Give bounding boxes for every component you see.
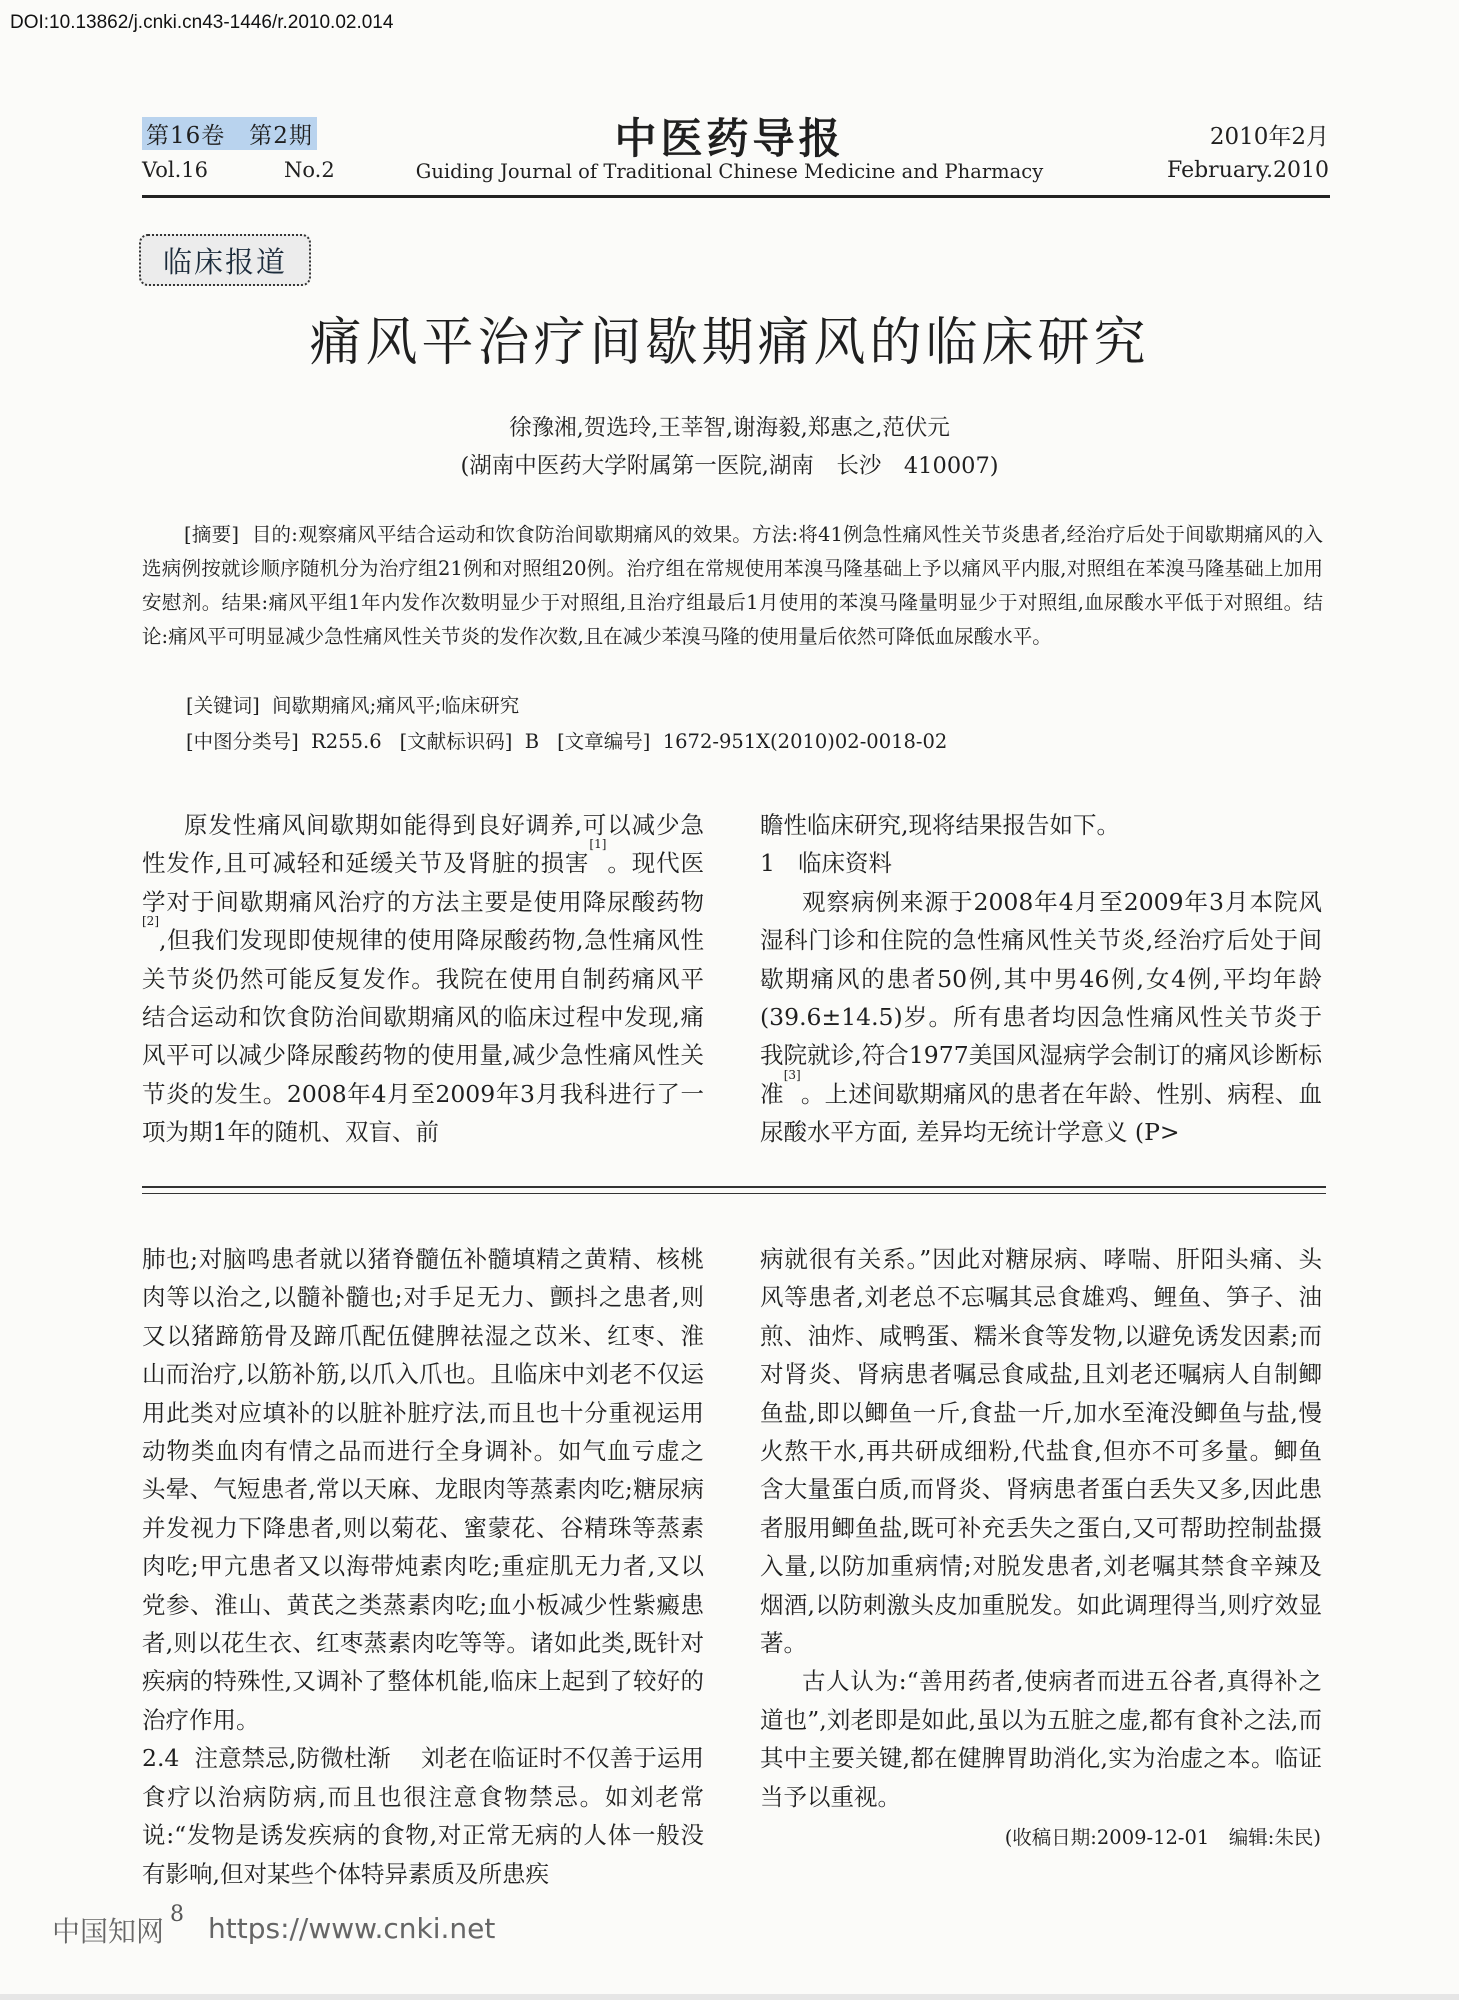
doc-code: B	[524, 730, 540, 753]
conclusion-paragraph: 古人认为:“善用药者,使病者而进五谷者,真得补之道也”,刘老即是如此,虽以为五脏之虚,都有食补之法,而其中主要关键,都在健脾胃助消化,实为治虚之本。临证当予以重视。	[760, 1667, 1322, 1811]
clinical-text-a: 观察病例来源于2008年4月至2009年3月本院风湿科门诊和住院的急性痛风性关节炎,经治疗后处于间歇期痛风的患者50例,其中男46例,女4例,平均年龄(39.6±14.5)岁。所有患者均因急性痛风性关节炎于我院就诊,符合1977美国风湿病学会制订的痛风诊断标准	[760, 887, 1322, 1108]
classification-line	[186, 726, 947, 754]
intro-text-b: 。现代医学对于间歇期痛风治疗的方法主要是使用降尿酸药物	[142, 849, 704, 916]
intro-text-c: ,但我们发现即使规律的使用降尿酸药物,急性痛风性关节炎仍然可能反复发作。我院在使用自制药痛风平结合运动和饮食防治间歇期痛风的临床过程中发现,痛风平可以减少降尿酸药物的使用量,减少急性痛风性关节炎的发生。2008年4月至2009年3月我科进行了一项为期1年的随机、双盲、前	[142, 926, 704, 1147]
previous-article-paragraph: 肺也;对脑鸣患者就以猪脊髓伍补髓填精之黄精、核桃肉等以治之,以髓补髓也;对手足无力、颤抖之患者,则又以猪蹄筋骨及蹄爪配伍健脾祛湿之苡米、红枣、淮山而治疗,以筋补筋,以爪入爪也。且临床中刘老不仅运用此类对应填补的以脏补脏疗法,而且也十分重视运用动物类血肉有情之品而进行全身调补。如气血亏虚之头晕、气短患者,常以天麻、龙眼肉等蒸素肉吃;糖尿病并发视力下降患者,则以菊花、蜜蒙花、谷精珠等蒸素肉吃;甲亢患者又以海带炖素肉吃;重症肌无力者,又以党参、淮山、黄芪之类蒸素肉吃;血小板减少性紫癜患者,则以花生衣、红枣蒸素肉吃等等。诸如此类,既针对疾病的特殊性,又调补了整体机能,临床上起到了较好的治疗作用。	[142, 1245, 704, 1734]
intro-text-a: 原发性痛风间歇期如能得到良好调养,可以减少急性发作,且可减轻和延缓关节及肾脏的损害	[142, 811, 704, 878]
body-column-2	[760, 806, 1322, 1152]
food-taboo-paragraph: 病就很有关系。”因此对糖尿病、哮喘、肝阳头痛、头风等患者,刘老总不忘嘱其忌食雄鸡、鲤鱼、笋子、油煎、油炸、咸鸭蛋、糯米食等发物,以避免诱发因素;而对肾炎、肾病患者嘱忌食咸盐,且刘老还嘱病人自制鲫鱼盐,即以鲫鱼一斤,食盐一斤,加水至淹没鲫鱼与盐,慢火熬干水,再共研成细粉,代盐食,但亦不可多量。鲫鱼含大量蛋白质,而肾炎、肾病患者蛋白丢失又多,因此患者服用鲫鱼盐,既可补充丢失之蛋白,又可帮助控制盐摄入量,以防加重病情;对脱发患者,刘老嘱其禁食辛辣及烟酒,以防刺激头皮加重脱发。如此调理得当,则疗效显著。	[760, 1245, 1322, 1658]
issue-cn: 第16卷 第2期	[142, 117, 317, 150]
clc-code: R255.6	[311, 730, 382, 753]
page-bottom-edge	[0, 1994, 1459, 2000]
article-no: 1672-951X(2010)02-0018-02	[662, 730, 948, 753]
abstract-text: 目的:观察痛风平结合运动和饮食防治间歇期痛风的效果。方法:将41例急性痛风性关节炎患者,经治疗后处于间歇期痛风的入选病例按就诊顺序随机分为治疗组21例和对照组20例。治疗组在常规使用苯溴马隆基础上予以痛风平内服,对照组在苯溴马隆基础上加用安慰剂。结果:痛风平组1年内发作次数明显少于对照组,且治疗组最后1月使用的苯溴马隆量明显少于对照组,血尿酸水平低于对照组。结论:痛风平可明显减少急性痛风性关节炎的发作次数,且在减少苯溴马隆的使用量后依然可降低血尿酸水平。	[142, 523, 1323, 648]
body-column-3	[142, 1240, 704, 1893]
authors: 徐豫湘,贺选玲,王莘智,谢海毅,郑惠之,范伏元	[509, 415, 950, 441]
section-heading-1	[760, 844, 1322, 882]
ref-3: [3]	[783, 1067, 801, 1082]
keywords: 间歇期痛风;痛风平;临床研究	[272, 694, 520, 717]
ref-2: [2]	[142, 914, 159, 929]
affiliation: (湖南中医药大学附属第一医院,湖南 长沙 410007)	[460, 453, 999, 479]
intro-continued: 瞻性临床研究,现将结果报告如下。	[760, 811, 1120, 839]
doi-line: DOI:10.13862/j.cnki.cn43-1446/r.2010.02.014	[10, 12, 394, 33]
issue-date-en: February.2010	[1167, 158, 1329, 183]
number-en: No.2	[284, 158, 335, 182]
ref-1: [1]	[589, 837, 607, 852]
article-no-label: [文章编号]	[557, 730, 651, 753]
abstract	[142, 518, 1323, 654]
section-title: 临床资料	[798, 849, 892, 878]
body-column-1	[142, 806, 704, 1152]
doc-code-label: [文献标识码]	[399, 730, 513, 753]
journal-name-en: Guiding Journal of Traditional Chinese Medicine and Pharmacy	[415, 160, 1044, 183]
clinical-data-paragraph	[760, 883, 1322, 1152]
clinical-text-b: 。上述间歇期痛风的患者在年龄、性别、病程、血尿酸水平方面, 差异均无统计学意义 (P>	[760, 1079, 1323, 1147]
cnki-url-link[interactable]: https://www.cnki.net	[208, 1912, 496, 1945]
keywords-label: [关键词]	[186, 694, 260, 717]
received-date: (收稿日期:2009-12-01 编辑:朱民)	[1004, 1826, 1321, 1849]
article-title: 痛风平治疗间歇期痛风的临床研究	[309, 313, 1150, 373]
journal-name-cn: 中医药导报	[614, 114, 845, 163]
keywords-line	[186, 690, 519, 718]
section-title: 注意禁忌,防微杜渐	[194, 1744, 391, 1773]
issue-date-cn: 2010年2月	[1209, 124, 1329, 150]
page-number: 8	[170, 1902, 184, 1927]
section-number: 1	[760, 849, 775, 878]
header-rule	[142, 195, 1330, 198]
volume-en: Vol.16	[142, 158, 208, 182]
section-2-4-text: 刘老在临证时不仅善于运用食疗以治病防病,而且也很注意食物禁忌。如刘老常说:“发物是诱发疾病的食物,对正常无病的人体一般没有影响,但对某些个体特异素质及所患疾	[142, 1744, 704, 1888]
article-divider	[142, 1186, 1326, 1188]
section-tag: 临床报道	[139, 234, 311, 286]
cnki-logo: 中国知网	[52, 1915, 165, 1948]
section-2-4-paragraph	[142, 1739, 704, 1893]
clc-label: [中图分类号]	[186, 730, 299, 753]
article-divider-thin	[142, 1193, 1326, 1194]
abstract-label: [摘要]	[184, 523, 239, 546]
section-number: 2.4	[142, 1744, 180, 1773]
body-column-4	[760, 1240, 1322, 1816]
intro-paragraph	[142, 806, 704, 1152]
